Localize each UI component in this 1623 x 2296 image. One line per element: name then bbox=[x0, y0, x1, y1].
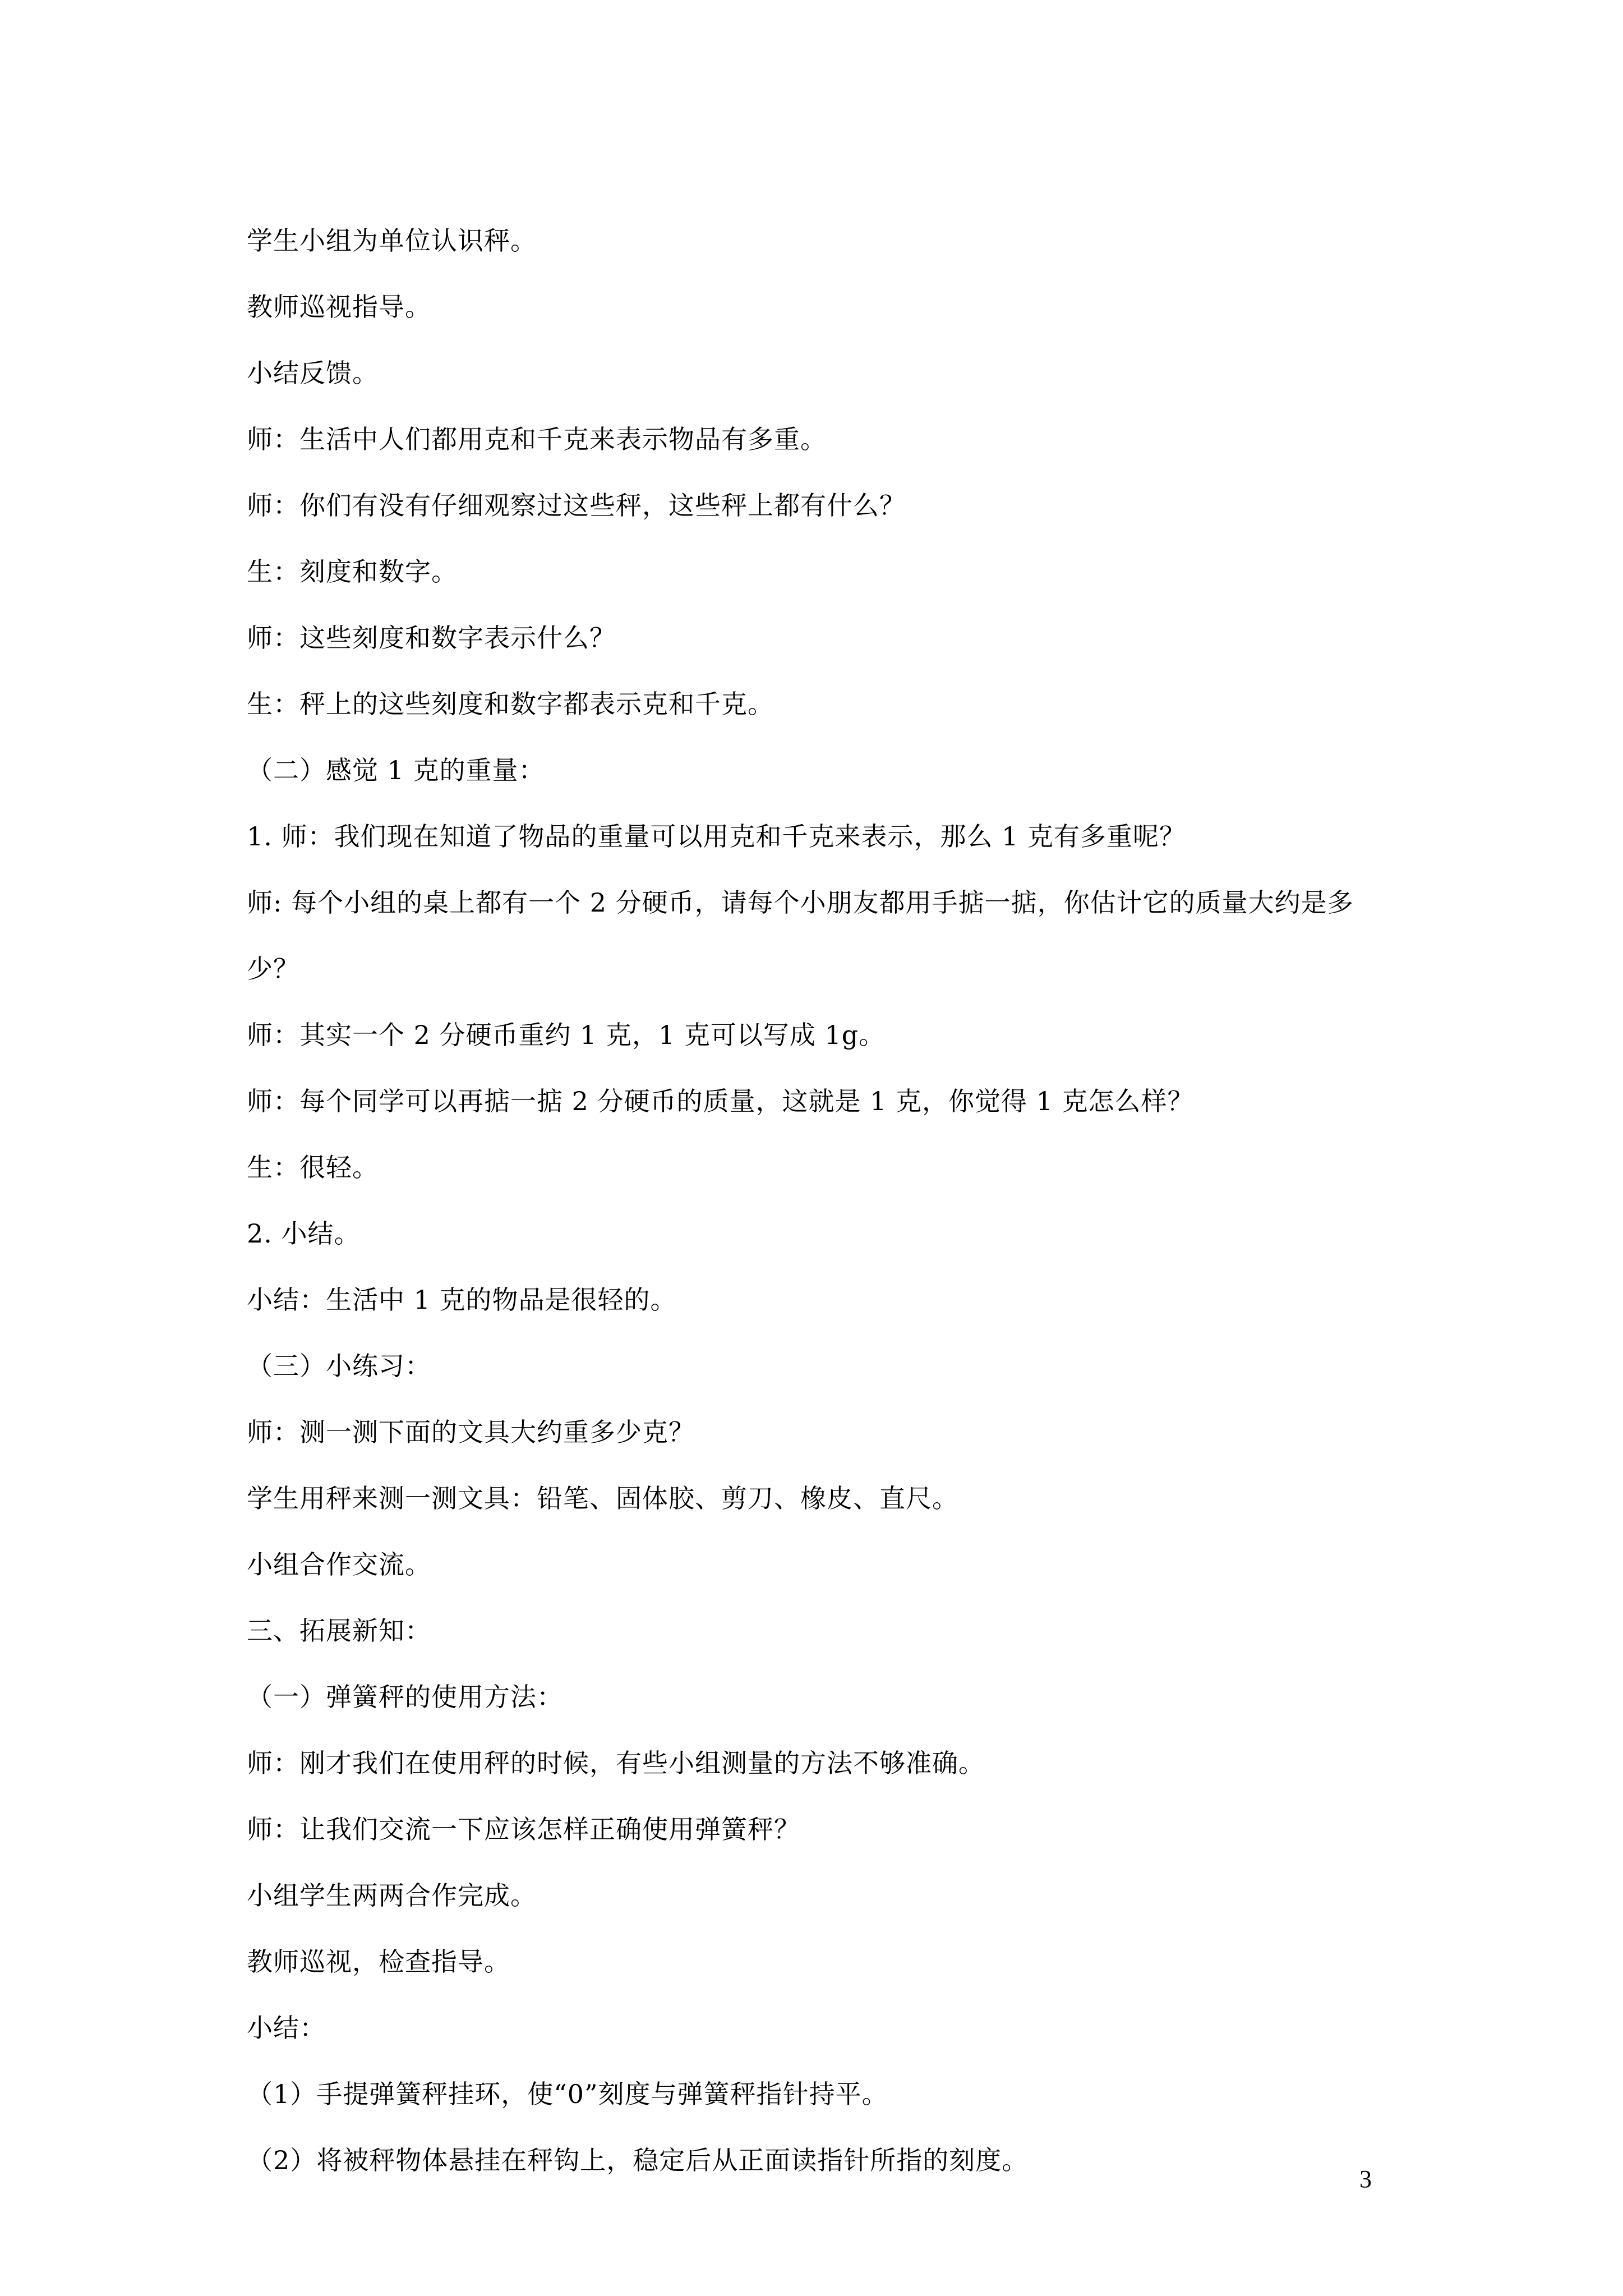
section-heading: （一）弹簧秤的使用方法： bbox=[247, 1682, 563, 1712]
paragraph: 生：很轻。 bbox=[247, 1152, 379, 1182]
list-item: （1）手提弹簧秤挂环，使“0”刻度与弹簧秤指针持平。 bbox=[247, 2079, 888, 2109]
paragraph: 教师巡视，检查指导。 bbox=[247, 1947, 510, 1977]
section-heading: 三、拓展新知： bbox=[247, 1616, 431, 1646]
paragraph: 生：秤上的这些刻度和数字都表示克和千克。 bbox=[247, 689, 774, 719]
section-heading: （三）小练习： bbox=[247, 1351, 431, 1381]
paragraph: 师：刚才我们在使用秤的时候，有些小组测量的方法不够准确。 bbox=[247, 1748, 985, 1778]
paragraph: 学生小组为单位认识秤。 bbox=[247, 226, 537, 256]
paragraph: 师：生活中人们都用克和千克来表示物品有多重。 bbox=[247, 424, 827, 454]
paragraph: 小组合作交流。 bbox=[247, 1549, 431, 1580]
paragraph: 1. 师：我们现在知道了物品的重量可以用克和千克来表示，那么 1 克有多重呢？ bbox=[247, 821, 1186, 852]
paragraph: 师：你们有没有仔细观察过这些秤，这些秤上都有什么？ bbox=[247, 490, 906, 521]
paragraph: 小结：生活中 1 克的物品是很轻的。 bbox=[247, 1285, 677, 1315]
paragraph: 生：刻度和数字。 bbox=[247, 556, 458, 587]
paragraph: 教师巡视指导。 bbox=[247, 292, 431, 322]
paragraph: 师：让我们交流一下应该怎样正确使用弹簧秤？ bbox=[247, 1814, 800, 1844]
page-number: 3 bbox=[1359, 2165, 1372, 2193]
section-heading: （二）感觉 1 克的重量： bbox=[247, 755, 545, 785]
paragraph: 师: 每个小组的桌上都有一个 2 分硬币，请每个小朋友都用手掂一掂，你估计它的质量大约是多少？ bbox=[247, 887, 1354, 984]
paragraph: 小结： bbox=[247, 2013, 326, 2043]
paragraph: 小组学生两两合作完成。 bbox=[247, 1880, 537, 1911]
paragraph: 学生用秤来测一测文具：铅笔、固体胶、剪刀、橡皮、直尺。 bbox=[247, 1483, 958, 1513]
paragraph: 师：这些刻度和数字表示什么？ bbox=[247, 623, 616, 653]
paragraph: 师：每个同学可以再掂一掂 2 分硬币的质量，这就是 1 克，你觉得 1 克怎么样？ bbox=[247, 1086, 1194, 1116]
paragraph: 小结反馈。 bbox=[247, 358, 379, 388]
list-item: （2）将被秤物体悬挂在秤钩上，稳定后从正面读指针所指的刻度。 bbox=[247, 2145, 1029, 2175]
paragraph: 师：测一测下面的文具大约重多少克？ bbox=[247, 1417, 695, 1447]
page-body bbox=[247, 208, 1391, 2193]
paragraph: 师：其实一个 2 分硬币重约 1 克，1 克可以写成 1g。 bbox=[247, 1020, 886, 1050]
paragraph: 2. 小结。 bbox=[247, 1218, 361, 1249]
